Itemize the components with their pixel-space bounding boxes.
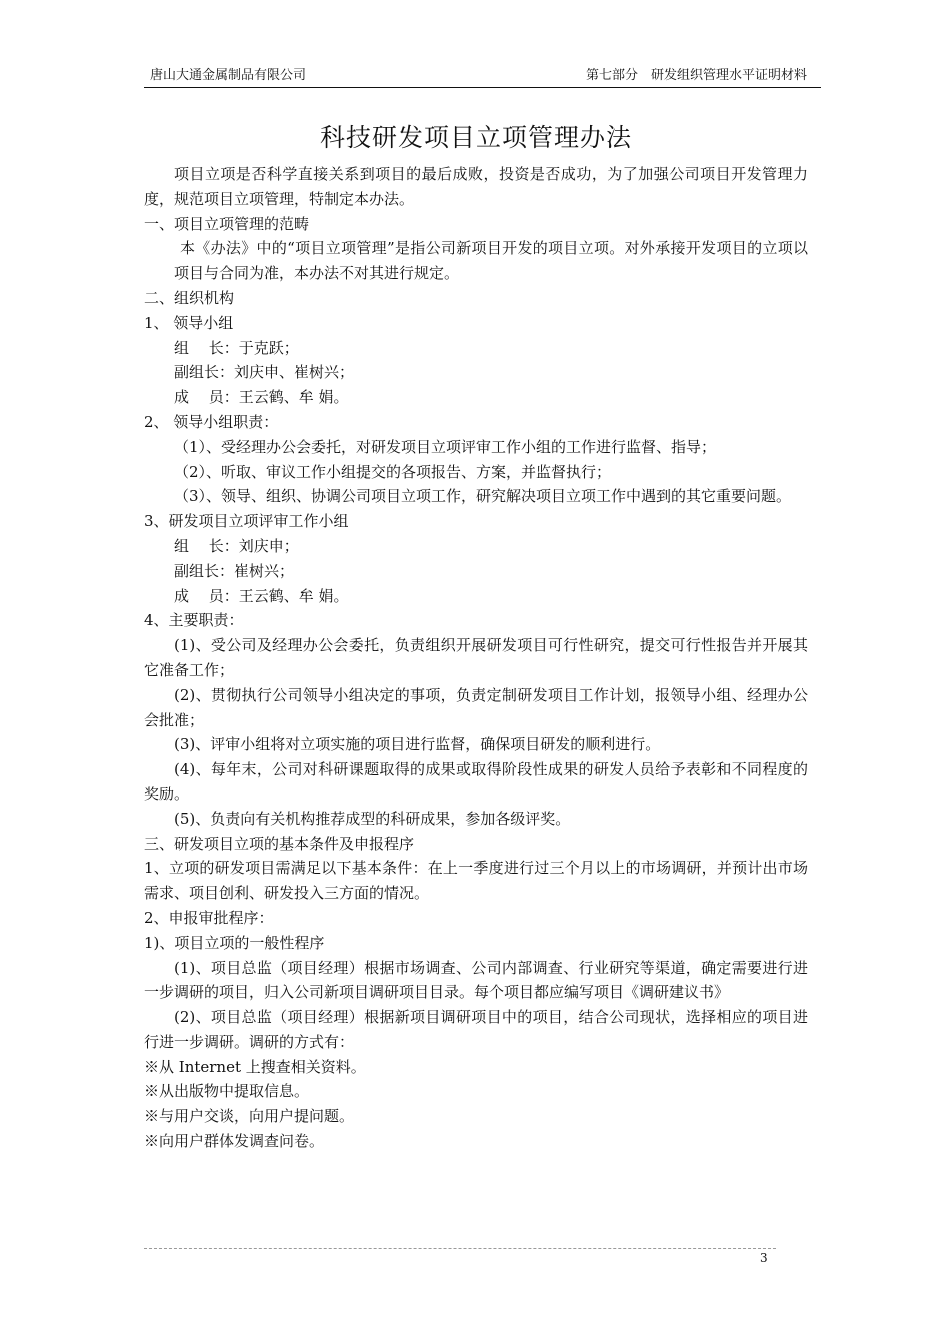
duty-item: （1）、受经理办公会委托，对研发项目立项评审工作小组的工作进行监督、指导； <box>174 437 717 456</box>
section-heading: 三、研发项目立项的基本条件及申报程序 <box>144 834 415 853</box>
member-line: 成 员：王云鹤、牟 娟。 <box>174 586 349 605</box>
duty-item: (3)、评审小组将对立项实施的项目进行监督，确保项目研发的顺利进行。 <box>174 735 661 754</box>
section-heading: 一、项目立项管理的范畴 <box>144 214 310 233</box>
subsection-heading: 3、研发项目立项评审工作小组 <box>144 512 349 531</box>
bullet-item: ※与用户交谈，向用户提问题。 <box>144 1107 355 1126</box>
procedure-item: (1)、项目总监（项目经理）根据市场调查、公司内部调查、行业研究等渠道，确定需要进行进一步调研的项目，归入公司新项目调研项目目录。每个项目都应编写项目《调研建议书》 <box>144 958 808 1002</box>
page-header <box>144 66 821 86</box>
intro-paragraph: 项目立项是否科学直接关系到项目的最后成败，投资是否成功，为了加强公司项目开发管理力度，规范项目立项管理，特制定本办法。 <box>144 165 808 208</box>
member-line: 副组长：刘庆申、崔树兴； <box>174 363 355 382</box>
duty-item: （3）、领导、组织、协调公司项目立项工作，研究解决项目立项工作中遇到的其它重要问题。 <box>174 487 792 506</box>
member-line: 组 长：刘庆申； <box>174 536 299 555</box>
procedure-item: (2)、项目总监（项目经理）根据新项目调研项目中的项目，结合公司现状，选择相应的项目进行进一步调研。调研的方式有： <box>144 1008 808 1051</box>
subsection-heading: 2、申报审批程序： <box>144 908 274 927</box>
member-line: 副组长：崔树兴； <box>174 561 295 580</box>
paragraph: 本《办法》中的“项目立项管理”是指公司新项目开发的项目立项。对外承接开发项目的立项以项目与合同为准，本办法不对其进行规定。 <box>174 239 808 283</box>
bullet-item: ※从出版物中提取信息。 <box>144 1082 310 1101</box>
member-line: 成 员：王云鹤、牟 娟。 <box>174 388 349 407</box>
header-section: 第七部分 研发组织管理水平证明材料 <box>585 68 807 83</box>
duty-item: (1)、受公司及经理办公会委托，负责组织开展研发项目可行性研究，提交可行性报告并开展其它准备工作； <box>144 636 808 679</box>
duty-item: (2)、贯彻执行公司领导小组决定的事项，负责定制研发项目工作计划，报领导小组、经理办公会批准； <box>144 685 808 729</box>
header-rule <box>144 87 821 88</box>
paragraph: 1、立项的研发项目需满足以下基本条件：在上一季度进行过三个月以上的市场调研，并预计出市场需求、项目创利、研发投入三方面的情况。 <box>144 859 808 903</box>
bullet-item: ※从 Internet 上搜查相关资料。 <box>144 1057 366 1076</box>
bullet-item: ※向用户群体发调查问卷。 <box>144 1132 325 1151</box>
member-line: 组 长：于克跃； <box>174 338 299 357</box>
document-body <box>144 162 808 1154</box>
subsection-heading: 2、 领导小组职责： <box>144 412 279 431</box>
subsection-heading: 4、主要职责： <box>144 611 244 630</box>
duty-item: （2）、听取、审议工作小组提交的各项报告、方案，并监督执行； <box>174 462 612 481</box>
document-title: 科技研发项目立项管理办法 <box>319 123 632 152</box>
section-heading: 二、组织机构 <box>144 288 235 307</box>
duty-item: (4)、每年末，公司对科研课题取得的成果或取得阶段性成果的研发人员给予表彰和不同程度的奖励。 <box>144 760 808 803</box>
header-company: 唐山大通金属制品有限公司 <box>150 68 307 83</box>
subsection-heading: 1、 领导小组 <box>144 313 234 332</box>
subsection-heading: 1)、项目立项的一般性程序 <box>144 933 325 952</box>
duty-item: (5)、负责向有关机构推荐成型的科研成果，参加各级评奖。 <box>174 809 571 828</box>
page-number: 3 <box>760 1251 768 1265</box>
footer-rule <box>144 1248 776 1249</box>
